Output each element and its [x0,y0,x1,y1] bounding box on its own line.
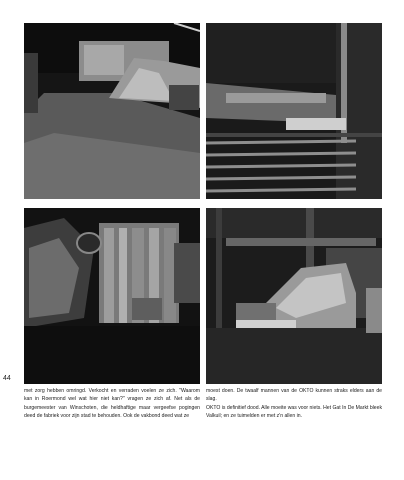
text-column-left [24,387,200,421]
photo-workers-hall [206,208,382,384]
page-number: 44 [3,375,11,382]
text-column-right [206,387,382,421]
body-paragraph: OKTO is definitief dood. Alle moeite was voor niets. Het Gat In De Markt bleek Valkuil; en ze tuimelden er met z'n allen in. [206,404,383,420]
photo-covered-equipment [24,208,200,384]
photo-conveyor-rows [206,23,382,199]
photo-factory-hall [24,23,200,199]
body-paragraph: met zorg hebben omringd. Verkocht en verraden voelen ze zich. "Waarom kan in Roermond wel wat hier niet kan?" vragen ze zich af. Net als de burgemeester van Winschoten, die heldhaftige maar vergeefse pogingen deed de fabriek voor zijn stad te behouden. Ook de vakbond deed wat ze [24,388,200,420]
body-paragraph: moest doen. De twaalf mannen van de OKTO kunnen straks elders aan de slag. [206,388,382,403]
